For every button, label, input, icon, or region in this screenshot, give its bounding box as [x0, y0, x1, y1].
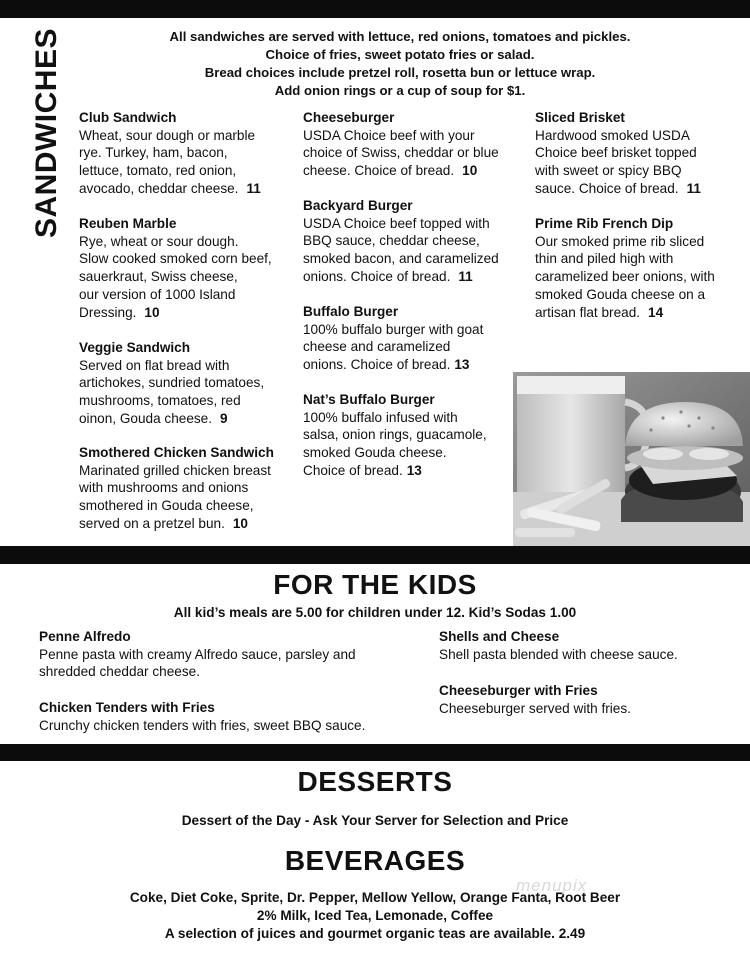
sandwiches-intro: All sandwiches are served with lettuce, red onions, tomatoes and pickles. Choice of fries, sweet potato fries or salad. Bread choices include pretzel roll, rosetta bun or lettuce wrap. Add onion rings or a cup of soup for $1.: [169, 29, 631, 98]
menu-item-chicken-tenders: Chicken Tenders with Fries Crunchy chicken tenders with fries, sweet BBQ sauce.: [39, 700, 366, 733]
menu-item-backyard-burger: Backyard Burger USDA Choice beef topped with BBQ sauce, cheddar cheese, smoked bacon, and caramelized onions. Choice of bread. 11: [303, 198, 499, 284]
sandwiches-title: SANDWICHES: [30, 27, 63, 239]
desserts-title: DESSERTS: [297, 766, 453, 797]
menu-item-kids-cheeseburger: Cheeseburger with Fries Cheeseburger served with fries.: [439, 683, 631, 716]
menu-item-reuben: Reuben Marble Rye, wheat or sour dough. Slow cooked smoked corn beef, sauerkraut, Swiss cheese, our version of 1000 Island Dressing. 10: [79, 216, 272, 320]
menu-item-penne-alfredo: Penne Alfredo Penne pasta with creamy Alfredo sauce, parsley and shredded cheddar cheese.: [39, 629, 356, 680]
menu-item-shells-and-cheese: Shells and Cheese Shell pasta blended with cheese sauce.: [439, 629, 678, 662]
menu-item-cheeseburger: Cheeseburger USDA Choice beef with your choice of Swiss, cheddar or blue cheese. Choice of bread. 10: [303, 110, 499, 179]
beverages-line-2: 2% Milk, Iced Tea, Lemonade, Coffee: [256, 908, 494, 923]
beverages-title: BEVERAGES: [284, 845, 466, 876]
kids-title: FOR THE KIDS: [273, 569, 477, 600]
watermark: menupix: [516, 876, 588, 895]
menu-item-smothered-chicken: Smothered Chicken Sandwich Marinated grilled chicken breast with mushrooms and onions smothered in Gouda cheese, served on a pretzel bun. 10: [79, 445, 274, 531]
burger-illustration: [513, 372, 750, 546]
menu-item-nats-buffalo-burger: Nat’s Buffalo Burger 100% buffalo infused with salsa, onion rings, guacamole, smoked Gouda cheese. Choice of bread. 13: [303, 392, 487, 478]
menu-item-veggie-sandwich: Veggie Sandwich Served on flat bread with artichokes, sundried tomatoes, mushrooms, tomatoes, red oinon, Gouda cheese. 9: [79, 340, 265, 426]
divider-bar-desserts: [0, 744, 750, 761]
divider-bar-kids: [0, 546, 750, 564]
kids-subtitle: All kid’s meals are 5.00 for children under 12. Kid’s Sodas 1.00: [173, 605, 577, 620]
menu-item-sliced-brisket: Sliced Brisket Hardwood smoked USDA Choice beef brisket topped with sweet or spicy BBQ sauce. Choice of bread. 11: [535, 110, 701, 196]
beverages-line-1: Coke, Diet Coke, Sprite, Dr. Pepper, Mellow Yellow, Orange Fanta, Root Beer: [129, 890, 621, 905]
menu-item-prime-rib-french-dip: Prime Rib French Dip Our smoked prime rib sliced thin and piled high with caramelized beer onions, with smoked Gouda cheese on a artisan flat bread. 14: [535, 216, 715, 320]
menu-item-club-sandwich: Club Sandwich Wheat, sour dough or marble rye. Turkey, ham, bacon, lettuce, tomato, red onion, avocado, cheddar cheese. 11: [79, 110, 261, 196]
burger-photo: [513, 372, 750, 546]
menu-item-buffalo-burger: Buffalo Burger 100% buffalo burger with goat cheese and caramelized onions. Choice of bread. 13: [303, 304, 484, 373]
top-bar: [0, 0, 750, 18]
beverages-line-3: A selection of juices and gourmet organic teas are available. 2.49: [164, 926, 586, 941]
desserts-line: Dessert of the Day - Ask Your Server for Selection and Price: [181, 813, 569, 828]
